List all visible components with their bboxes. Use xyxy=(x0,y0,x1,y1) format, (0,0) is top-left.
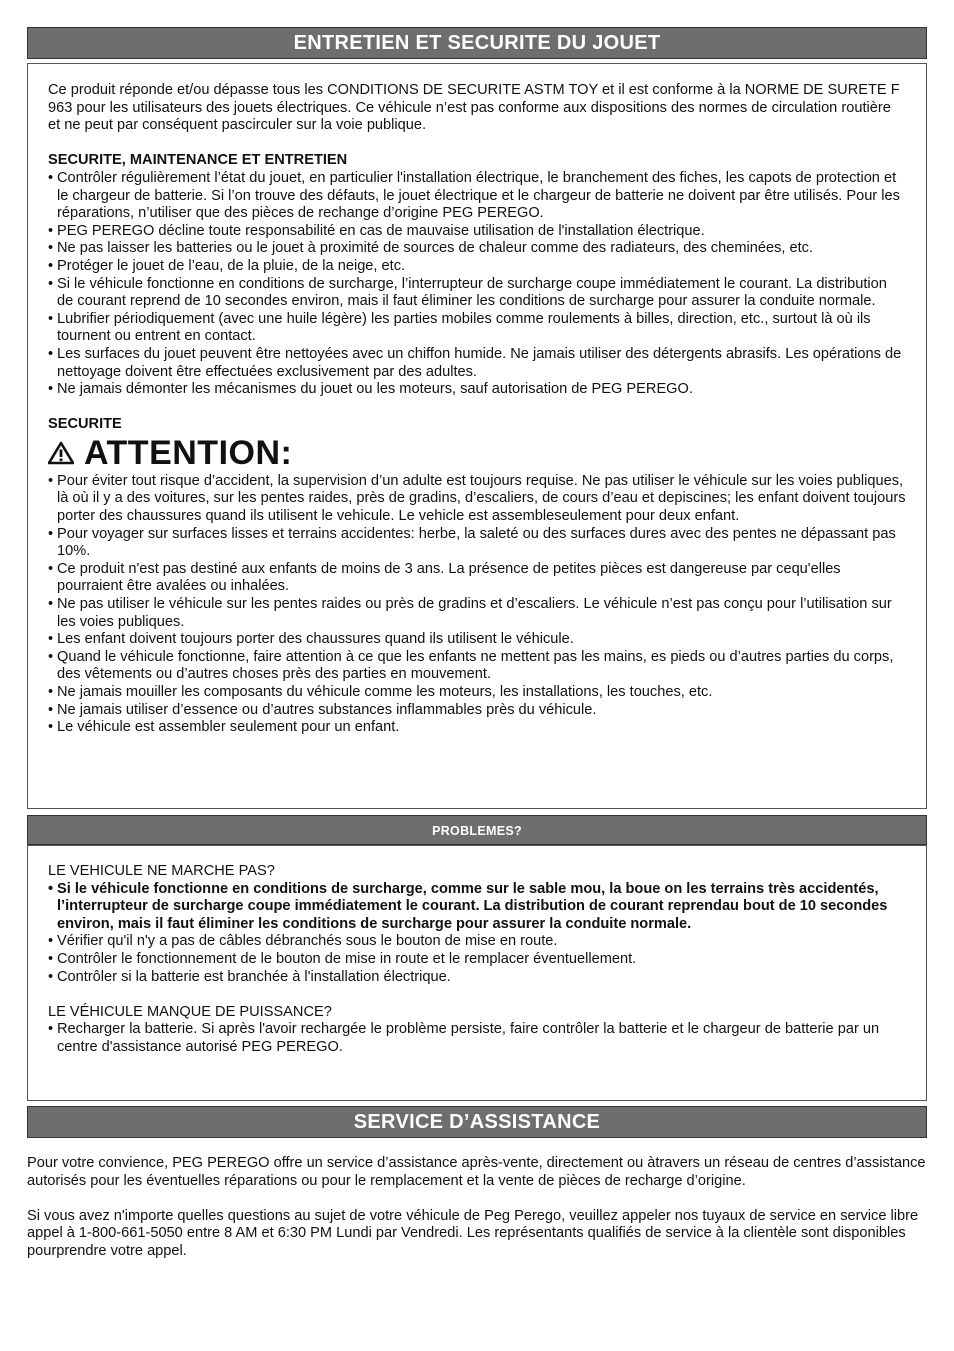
list-item-text: Pour voyager sur surfaces lisses et terrains accidentes: herbe, la saleté ou des surfaces dures avec des pentes ne dépassant pas 10%. xyxy=(57,525,896,560)
list-item: • Ne jamais démonter les mécanismes du jouet ou les moteurs, sauf autorisation de PEG PEREGO. xyxy=(48,381,693,398)
security-heading: SECURITE xyxy=(48,416,122,433)
safety-box xyxy=(27,63,927,809)
list-item: • Pour éviter tout risque d’accident, la supervision d’un adulte est toujours requise. Ne pas utiliser le véhicule sur les voies publiques, là où il y a des voitures, sur les pentes raides, près de gradins, d’escaliers, de cours d’eau et depiscines; les enfant doivent toujours porter des chaussures quand ils utilisent le vehicule. Le vehicle est assembleseulement pour deux enfant. xyxy=(48,472,906,525)
section-title-service: SERVICE D’ASSISTANCE xyxy=(27,1106,927,1138)
attention-heading xyxy=(48,435,906,471)
list-item: • Ce produit n'est pas destiné aux enfants de moins de 3 ans. La présence de petites pièces est dangereuse par cequ'elles pourraient être avalées ou inhalées. xyxy=(48,560,841,595)
security-list xyxy=(48,473,906,737)
list-item: • Vérifier qu'il n'y a pas de câbles débranchés sous le bouton de mise en route. xyxy=(48,933,558,950)
list-item: • Lubrifier périodiquement (avec une huile légère) les parties mobiles comme roulements à billes, direction, etc., surtout là où ils tournent ou entrent en contact. xyxy=(48,310,871,345)
maintenance-list xyxy=(48,170,906,399)
list-item: • Si le véhicule fonctionne en conditions de surcharge, comme sur le sable mou, la boue on les terrains très accidentés, l’interrupteur de surcharge coupe immédiatement le courant. La distribution de courant reprendau bout de 10 secondes environ, mais il faut éliminer les conditions de surcharge pour assurer la conduite normale. xyxy=(48,880,888,932)
list-item-text: Contrôler régulièrement l’état du jouet, en particulier l'installation électrique, le branchement des fiches, les capots de protection et le chargeur de batterie. Si l’on trouve des défauts, le jouet électrique et le chargeur de batterie ne doivent par être utilisés. Pour les réparations, n’utiliser que des pièces de rechange d’origine PEG PEREGO. xyxy=(57,169,900,222)
list-item-text: Protéger le jouet de l’eau, de la pluie, de la neige, etc. xyxy=(57,257,406,274)
list-item: • Contrôler régulièrement l’état du jouet, en particulier l'installation électrique, le branchement des fiches, les capots de protection et le chargeur de batterie. Si l’on trouve des défauts, le jouet électrique et le chargeur de batterie ne doivent par être utilisés. Pour les réparations, n’utiliser que des pièces de rechange d’origine PEG PEREGO. xyxy=(48,169,900,222)
list-item-text: Le véhicule est assembler seulement pour un enfant. xyxy=(57,719,400,736)
list-item-text: Pour éviter tout risque d’accident, la supervision d’un adulte est toujours requise. Ne pas utiliser le véhicule sur les voies publiques, là où il y a des voitures, sur les pentes raides, près de gradins, d’escaliers, de cours d’eau et depiscines; les enfant doivent toujours porter des chaussures quand ils utilisent le vehicule. Le vehicle est assembleseulement pour deux enfant. xyxy=(57,472,906,525)
service-paragraph-2: Si vous avez n'importe quelles questions au sujet de votre véhicule de Peg Perego, veuillez appeler nos tuyaux de service en service libre appel à 1-800-661-5050 entre 8 AM et 6:30 PM Lundi par Vendredi. Les représentants qualifiés de service à la clientèle sont disponibles pourprendre votre appel. xyxy=(27,1207,919,1259)
list-item-text: Ne pas laisser les batteries ou le jouet à proximité de sources de chaleur comme des radiateurs, des cheminées, etc. xyxy=(57,240,814,257)
list-item-text: Vérifier qu'il n'y a pas de câbles débranchés sous le bouton de mise en route. xyxy=(57,933,558,950)
problems-box xyxy=(27,845,927,1101)
service-text xyxy=(27,1155,927,1261)
section-title-entretien: ENTRETIEN ET SECURITE DU JOUET xyxy=(27,27,927,59)
list-item-text: Les enfant doivent toujours porter des chaussures quand ils utilisent le véhicule. xyxy=(57,631,574,648)
problem1-list xyxy=(48,933,906,986)
list-item-text: Recharger la batterie. Si après l'avoir rechargée le problème persiste, faire contrôler la batterie et le chargeur de batterie par un centre d'assistance autorisé PEG PEREGO. xyxy=(57,1021,880,1055)
list-item: • Quand le véhicule fonctionne, faire attention à ce que les enfants ne mettent pas les mains, es pieds ou d’autres parties du corps, des vêtements ou d’autres choses près des parties en mouvement. xyxy=(48,648,894,683)
list-item: • Si le véhicule fonctionne en conditions de surcharge, l’interrupteur de surcharge coupe immédiatement le courant. La distribution de courant reprend de 10 secondes environ, mais il faut éliminer les conditions de surcharge pour assurer la conduite normale. xyxy=(48,275,887,310)
list-item-text: Ne jamais mouiller les composants du véhicule comme les moteurs, les installations, les touches, etc. xyxy=(57,684,713,700)
list-item-text: Si le véhicule fonctionne en conditions de surcharge, l’interrupteur de surcharge coupe immédiatement le courant. La distribution de courant reprend de 10 secondes environ, mais il faut éliminer les conditions de surcharge pour assurer la conduite normale. xyxy=(57,275,887,310)
problem2-heading: LE VÉHICULE MANQUE DE PUISSANCE? xyxy=(48,1003,332,1020)
attention-label: ATTENTION: xyxy=(84,433,293,472)
list-item: • Les surfaces du jouet peuvent être nettoyées avec un chiffon humide. Ne jamais utiliser des détergents abrasifs. Les opérations de nettoyage doivent être effectuées exclusivement par des adultes. xyxy=(48,345,902,380)
list-item-text: Les surfaces du jouet peuvent être nettoyées avec un chiffon humide. Ne jamais utiliser des détergents abrasifs. Les opérations de nettoyage doivent être effectuées exclusivement par des adultes. xyxy=(57,345,902,380)
section-title-problemes: PROBLEMES? xyxy=(27,815,927,845)
list-item: • Ne pas laisser les batteries ou le jouet à proximité de sources de chaleur comme des radiateurs, des cheminées, etc. xyxy=(48,240,814,257)
list-item-text: Lubrifier périodiquement (avec une huile légère) les parties mobiles comme roulements à billes, direction, etc., surtout là où ils tournent ou entrent en contact. xyxy=(57,310,871,345)
warning-triangle-icon xyxy=(48,441,74,465)
list-item: • Protéger le jouet de l’eau, de la pluie, de la neige, etc. xyxy=(48,257,406,274)
maintenance-heading: SECURITE, MAINTENANCE ET ENTRETIEN xyxy=(48,152,348,169)
intro-paragraph: Ce produit réponde et/ou dépasse tous les CONDITIONS DE SECURITE ASTM TOY et il est conforme à la NORME DE SURETE F 963 pour les utilisateurs des jouets électriques. Ce véhicule n’est pas conforme aux dispositions des normes de circulation routière et ne peut par conséquent pascirculer sur la voie publique. xyxy=(48,82,900,134)
list-item: • PEG PEREGO décline toute responsabilité en cas de mauvaise utilisation de l'installation électrique. xyxy=(48,222,705,239)
list-item-text: Ne jamais démonter les mécanismes du jouet ou les moteurs, sauf autorisation de PEG PEREGO. xyxy=(57,381,693,398)
problem1-bold-list xyxy=(48,881,906,934)
list-item: • Le véhicule est assembler seulement pour un enfant. xyxy=(48,719,400,736)
list-item-text: Ce produit n'est pas destiné aux enfants de moins de 3 ans. La présence de petites pièces est dangereuse par cequ'elles pourraient être avalées ou inhalées. xyxy=(57,560,841,595)
list-item-text: PEG PEREGO décline toute responsabilité en cas de mauvaise utilisation de l'installation électrique. xyxy=(57,222,705,239)
list-item: • Les enfant doivent toujours porter des chaussures quand ils utilisent le véhicule. xyxy=(48,631,574,648)
list-item-text: Contrôler le fonctionnement de le bouton de mise in route et le remplacer éventuellement. xyxy=(57,950,637,967)
list-item-text: Contrôler si la batterie est branchée à l'installation électrique. xyxy=(57,968,451,985)
list-item-text: Si le véhicule fonctionne en conditions de surcharge, comme sur le sable mou, la boue on les terrains très accidentés, l’interrupteur de surcharge coupe immédiatement le courant. La distribution de courant reprendau bout de 10 secondes environ, mais il faut éliminer les conditions de surcharge pour assurer la conduite normale. xyxy=(57,880,888,932)
list-item: • Recharger la batterie. Si après l'avoir rechargée le problème persiste, faire contrôler la batterie et le chargeur de batterie par un centre d'assistance autorisé PEG PEREGO. xyxy=(48,1021,880,1055)
list-item-text: Ne pas utiliser le véhicule sur les pentes raides ou près de gradins et d’escaliers. Le véhicule n’est pas conçu pour l’utilisation sur les voies publiques. xyxy=(57,596,892,630)
list-item: • Contrôler si la batterie est branchée à l'installation électrique. xyxy=(48,968,451,985)
list-item: • Ne jamais utiliser d’essence ou d’autres substances inflammables près du véhicule. xyxy=(48,701,597,718)
list-item-text: Quand le véhicule fonctionne, faire attention à ce que les enfants ne mettent pas les mains, es pieds ou d’autres parties du corps, des vêtements ou d’autres choses près des parties en mouvement. xyxy=(57,648,894,683)
list-item: • Ne pas utiliser le véhicule sur les pentes raides ou près de gradins et d’escaliers. Le véhicule n’est pas conçu pour l’utilisation sur les voies publiques. xyxy=(48,596,892,630)
service-paragraph-1: Pour votre convience, PEG PEREGO offre un service d’assistance après-vente, directement ou àtravers un réseau de centres d’assistance autorisés pour les éventuelles réparations ou pour le remplacement et la vente de pièces de recharge d’origine. xyxy=(27,1155,926,1189)
list-item: • Pour voyager sur surfaces lisses et terrains accidentes: herbe, la saleté ou des surfaces dures avec des pentes ne dépassant pas 10%. xyxy=(48,525,896,560)
list-item-text: Ne jamais utiliser d’essence ou d’autres substances inflammables près du véhicule. xyxy=(57,701,597,718)
problem2-list xyxy=(48,1021,906,1056)
list-item: • Contrôler le fonctionnement de le bouton de mise in route et le remplacer éventuellement. xyxy=(48,950,637,967)
problem1-heading: LE VEHICULE NE MARCHE PAS? xyxy=(48,863,275,879)
list-item: • Ne jamais mouiller les composants du véhicule comme les moteurs, les installations, les touches, etc. xyxy=(48,684,713,700)
